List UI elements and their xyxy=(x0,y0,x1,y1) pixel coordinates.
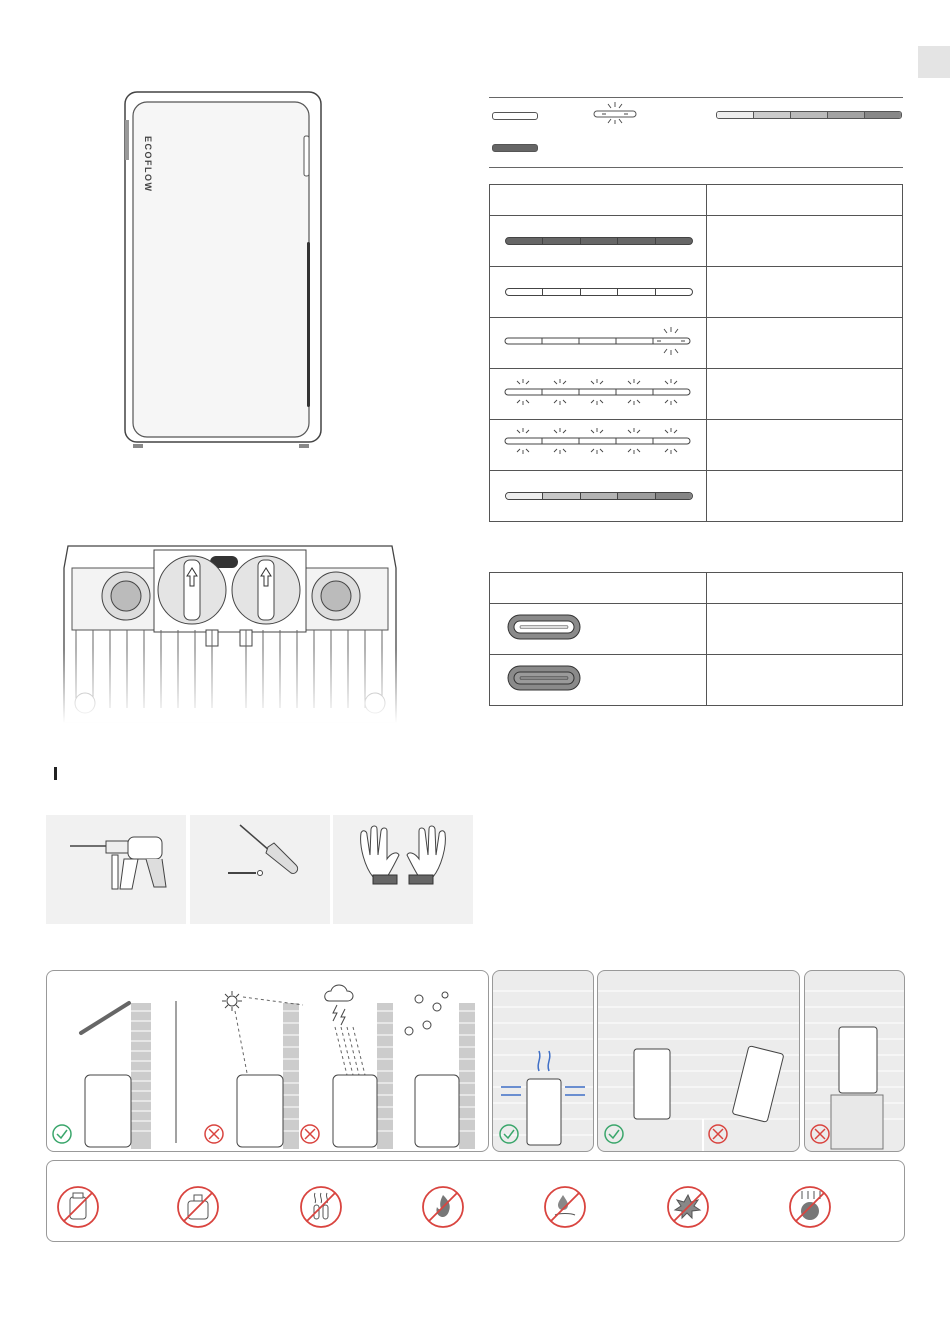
table-row xyxy=(490,216,903,267)
legend-top-rule xyxy=(489,97,903,98)
table-header-row xyxy=(490,573,903,604)
rain-lightning-icon xyxy=(301,985,393,1149)
no-explosives-icon xyxy=(666,1185,710,1229)
sheltered-wall-icon xyxy=(53,1003,151,1149)
table-row xyxy=(490,369,903,420)
table-row xyxy=(490,267,903,318)
legend-led-blinking xyxy=(590,100,640,126)
no-gas-icon xyxy=(176,1185,220,1229)
led-bar-all-blinking xyxy=(490,372,706,412)
legend-led-gradient xyxy=(716,111,902,119)
environment-elevated-panel xyxy=(804,970,905,1152)
led-bar-gradient xyxy=(505,492,693,500)
table-row xyxy=(490,420,903,471)
environment-mounting-panel xyxy=(597,970,800,1152)
table-header-row xyxy=(490,185,903,216)
direct-sunlight-icon xyxy=(205,991,303,1149)
elevated-on-box-icon xyxy=(811,1027,883,1149)
table-row xyxy=(490,655,903,706)
brand-logo: ECOFLOW xyxy=(143,136,153,193)
led-bar-all-blinking-fast xyxy=(490,423,706,463)
tilted-mount-icon xyxy=(709,1046,784,1143)
device-front-illustration xyxy=(123,90,323,450)
no-chemicals-icon xyxy=(56,1185,100,1229)
gloves-icon xyxy=(333,815,473,924)
legend-led-off xyxy=(492,112,538,120)
screwdriver-icon xyxy=(190,815,330,924)
tool-gloves xyxy=(333,815,473,924)
tool-screwdriver xyxy=(190,815,330,924)
environment-ventilation-panel xyxy=(492,970,594,1152)
no-fire-icon xyxy=(421,1185,465,1229)
led-bar-all-off xyxy=(505,288,693,296)
led-status-table xyxy=(489,184,903,522)
led-bar-last-blinking xyxy=(490,321,706,361)
port-status-table xyxy=(489,572,903,706)
legend-bottom-rule xyxy=(489,167,903,168)
drill-icon xyxy=(46,815,186,924)
device-bottom-ports-illustration xyxy=(60,538,400,723)
hazard-icons-panel xyxy=(46,1160,905,1242)
level-mount-icon xyxy=(605,1049,670,1143)
no-water-icon xyxy=(543,1185,587,1229)
no-heat-sources-icon xyxy=(299,1185,343,1229)
port-light-off-icon xyxy=(490,658,706,698)
table-row xyxy=(490,471,903,522)
table-row xyxy=(490,604,903,655)
section-marker xyxy=(54,767,57,780)
page-tab-marker xyxy=(918,46,950,78)
table-row xyxy=(490,318,903,369)
legend-led-on xyxy=(492,144,538,152)
tool-drill xyxy=(46,815,186,924)
led-bar-all-on xyxy=(505,237,693,245)
port-light-on-icon xyxy=(490,607,706,647)
no-infrared-icon xyxy=(788,1185,832,1229)
ventilation-clearance-icon xyxy=(500,1051,585,1145)
environment-weather-panel xyxy=(46,970,489,1152)
snow-icon xyxy=(405,992,475,1149)
